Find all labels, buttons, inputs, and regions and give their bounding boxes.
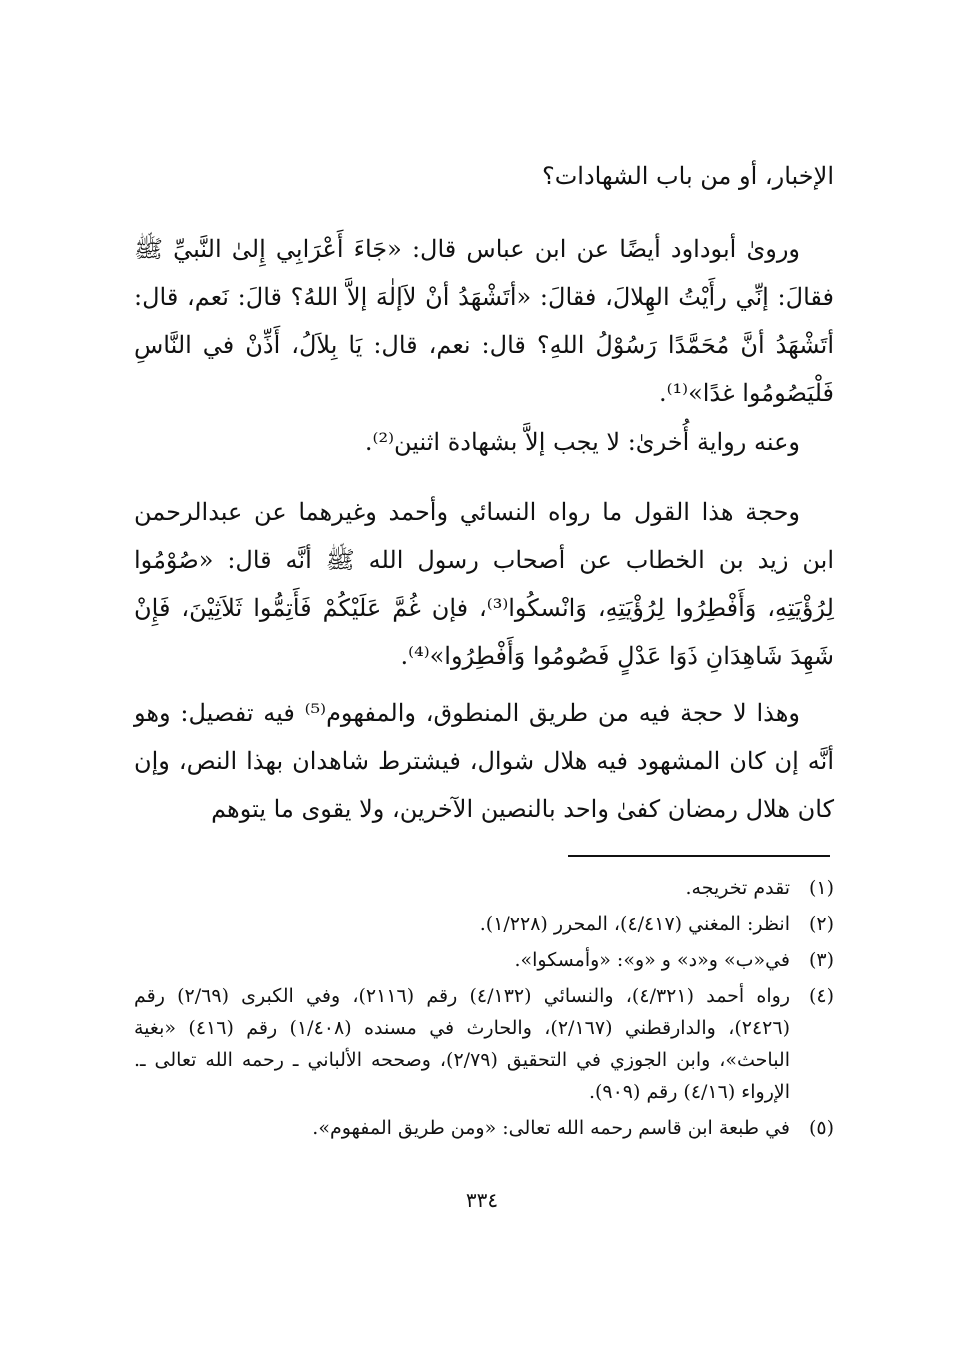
footnotes (134, 872, 834, 1148)
footnote-separator (568, 855, 830, 857)
footnote (134, 980, 834, 1108)
footnote-text: في طبعة ابن قاسم رحمه الله تعالى: «ومن طريق المفهوم». (312, 1117, 790, 1139)
footnote (134, 1112, 834, 1144)
footnote-text: رواه أحمد (٤/٣٢١)، والنسائي (٤/١٣٢) رقم (٢١١٦)، وفي الكبرى (٢/٦٩) رقم (٢٤٢٦)، والدارقطني (٢/١٦٧)، والحارث في مسنده (١/٤٠٨) رقم (٤١٦) «بغية الباحث»، وابن الجوزي في التحقيق (٢/٧٩)، وصححه الألباني ـ رحمه الله تعالى ـ. الإرواء (٤/١٦) رقم (٩٠٩). (134, 985, 790, 1103)
footnote-text: تقدم تخريجه. (685, 877, 790, 899)
body-paragraph: وحجة هذا القول ما رواه النسائي وأحمد وغيرهما عن عبدالرحمن ابن زيد بن الخطاب عن أصحاب رسول الله ﷺ أنَّه قال: «صُوْمُوا لِرُؤْيَتِهِ، وَأَفْطِرُوا لِرُؤْيَتِهِ، وَانْسكُوا⁽³⁾، فإن غُمَّ عَلَيْكُمْ فَأَتِمُّوا ثَلاَثِيْنَ، فَإِنْ شَهِدَ شَاهِدَانِ ذَوَا عَدْلٍ فَصُومُوا وَأَفْطِرُوا»⁽⁴⁾. (134, 498, 834, 670)
body-paragraph: وروىٰ أبوداود أيضًا عن ابن عباس قال: «جَاءَ أَعْرَابِي إِلىٰ النَّبيِّ ﷺ فقالَ: إنِّي رأَيْتُ الهِلالَ، فقالَ: «أتَشْهَدُ أنْ لاَإلٰهَ إلاَّ اللهُ؟ قالَ: نَعم، قال: أتَشْهَدُ أنَّ مُحَمَّدًا رَسُوْلُ اللهِ؟ قال: نعم، قال: يَا بِلاَلُ، أَذِّنْ في النَّاسِ فَلْيَصُومُوا غدًا»⁽¹⁾. (134, 235, 834, 407)
body-paragraph: وهذا لا حجة فيه من طريق المنطوق، والمفهوم⁽⁵⁾ فيه تفصيل: وهو أنَّه إن كان المشهود فيه هلال شوال، فيشترط شاهدان بهذا النص، وإن كان هلال رمضان كفىٰ واحد بالنصين الآخرين، ولا يقوى ما يتوهم (134, 699, 834, 823)
footnote (134, 908, 834, 940)
page-number: ٣٣٤ (465, 1188, 499, 1212)
footnote-text: انظر: المغني (٤/٤١٧)، المحرر (١/٢٢٨). (479, 913, 790, 935)
footnote-text: في«ب» و«د» و «و»: «وأمسكوا». (514, 949, 790, 971)
footnote-number: (٢) (808, 913, 834, 935)
footnote (134, 944, 834, 976)
footnote-number: (٤) (808, 985, 834, 1007)
body-paragraph: وعنه رواية أُخرىٰ: لا يجب إلاَّ بشهادة اثنين⁽²⁾. (364, 428, 800, 456)
footnote-number: (٥) (808, 1117, 834, 1139)
footnote (134, 872, 834, 904)
footnote-number: (١) (808, 877, 834, 899)
body-paragraph: الإخبار، أو من باب الشهادات؟ (541, 162, 834, 190)
footnote-number: (٣) (808, 949, 834, 971)
